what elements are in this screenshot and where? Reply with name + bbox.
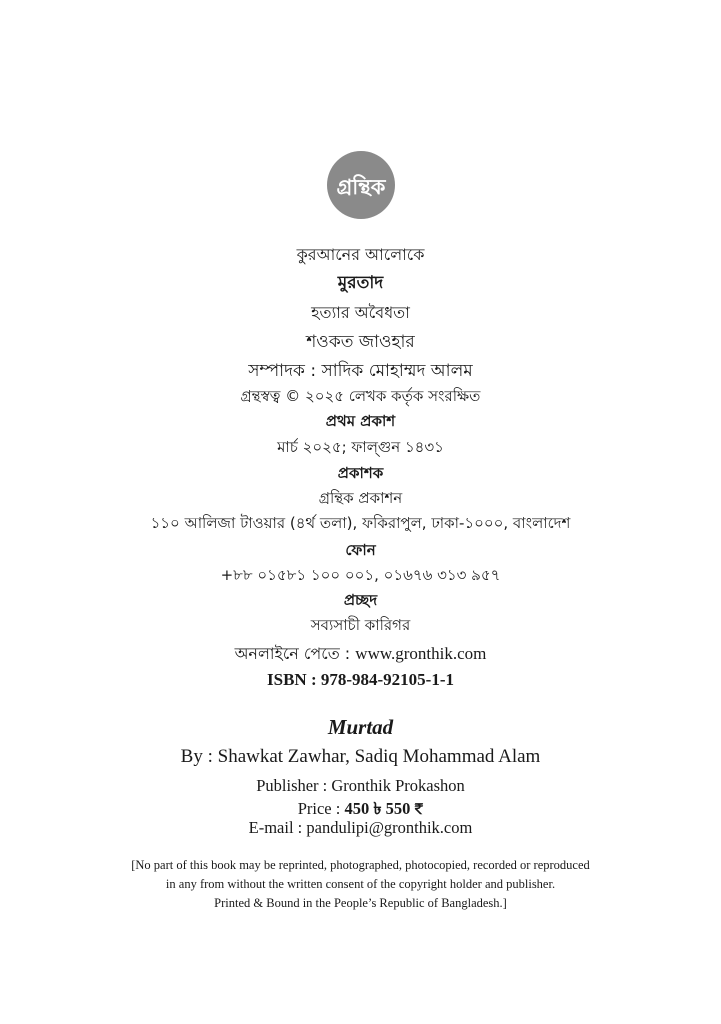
phone-numbers: +৮৮ ০১৫৮১ ১০০ ০০১, ০১৬৭৬ ৩১৩ ৯৫৭	[220, 566, 501, 584]
online-label: অনলাইনে পেতে :	[234, 644, 351, 663]
first-edition-label: প্রথম প্রকাশ	[325, 412, 396, 430]
isbn-label: ISBN	[267, 670, 307, 689]
publisher-line-en: Publisher : Gronthik Prokashon	[256, 776, 465, 795]
publisher-name-bn: গ্রন্থিক প্রকাশন	[318, 489, 403, 507]
online-line	[0, 641, 721, 668]
phone-label: ফোন	[345, 541, 376, 559]
author-bn: শওকত জাওহার	[306, 332, 415, 352]
editor-bn: সম্পাদক : সাদিক মোহাম্মদ আলম	[248, 361, 473, 381]
book-title-en: Murtad	[327, 715, 394, 739]
gronthik-logo-icon	[326, 150, 396, 220]
logo-text: গ্রন্থিক	[336, 175, 386, 199]
copyright-bn: গ্রন্থস্বত্ব © ২০২৫ লেখক কর্তৃক সংরক্ষিত	[240, 387, 481, 405]
price-label: Price :	[297, 799, 341, 818]
email-line: E-mail : pandulipi@gronthik.com	[248, 818, 473, 837]
cover-artist: সব্যসাচী কারিগর	[310, 616, 411, 634]
publisher-address: ১১০ আলিজা টাওয়ার (৪র্থ তলা), ফকিরাপুল, ঢাকা-১০০০, বাংলাদেশ	[150, 514, 571, 532]
price-value: 450 ৳ 550 ₹	[344, 799, 424, 818]
isbn-value: : 978-984-92105-1-1	[310, 670, 454, 689]
by-line-en: By : Shawkat Zawhar, Sadiq Mohammad Alam	[180, 746, 541, 767]
book-subtitle-bn: হত্যার অবৈধতা	[311, 303, 410, 322]
notice-line-2: in any from without the written consent of the copyright holder and publisher.	[165, 877, 556, 891]
notice-line-3: Printed & Bound in the People’s Republic of Bangladesh.]	[214, 896, 507, 910]
book-title-bn: মুরতাদ	[337, 273, 384, 293]
cover-label: প্রচ্ছদ	[343, 591, 378, 609]
isbn-line	[0, 670, 721, 690]
first-edition-date: মার্চ ২০২৫; ফাল্গুন ১৪৩১	[277, 438, 444, 456]
notice-line-1: [No part of this book may be reprinted, photographed, photocopied, recorded or reproduced	[131, 858, 590, 872]
series-name: কুরআনের আলোকে	[296, 245, 425, 264]
publisher-label-bn: প্রকাশক	[337, 464, 384, 482]
website-link[interactable]: www.gronthik.com	[355, 644, 487, 663]
